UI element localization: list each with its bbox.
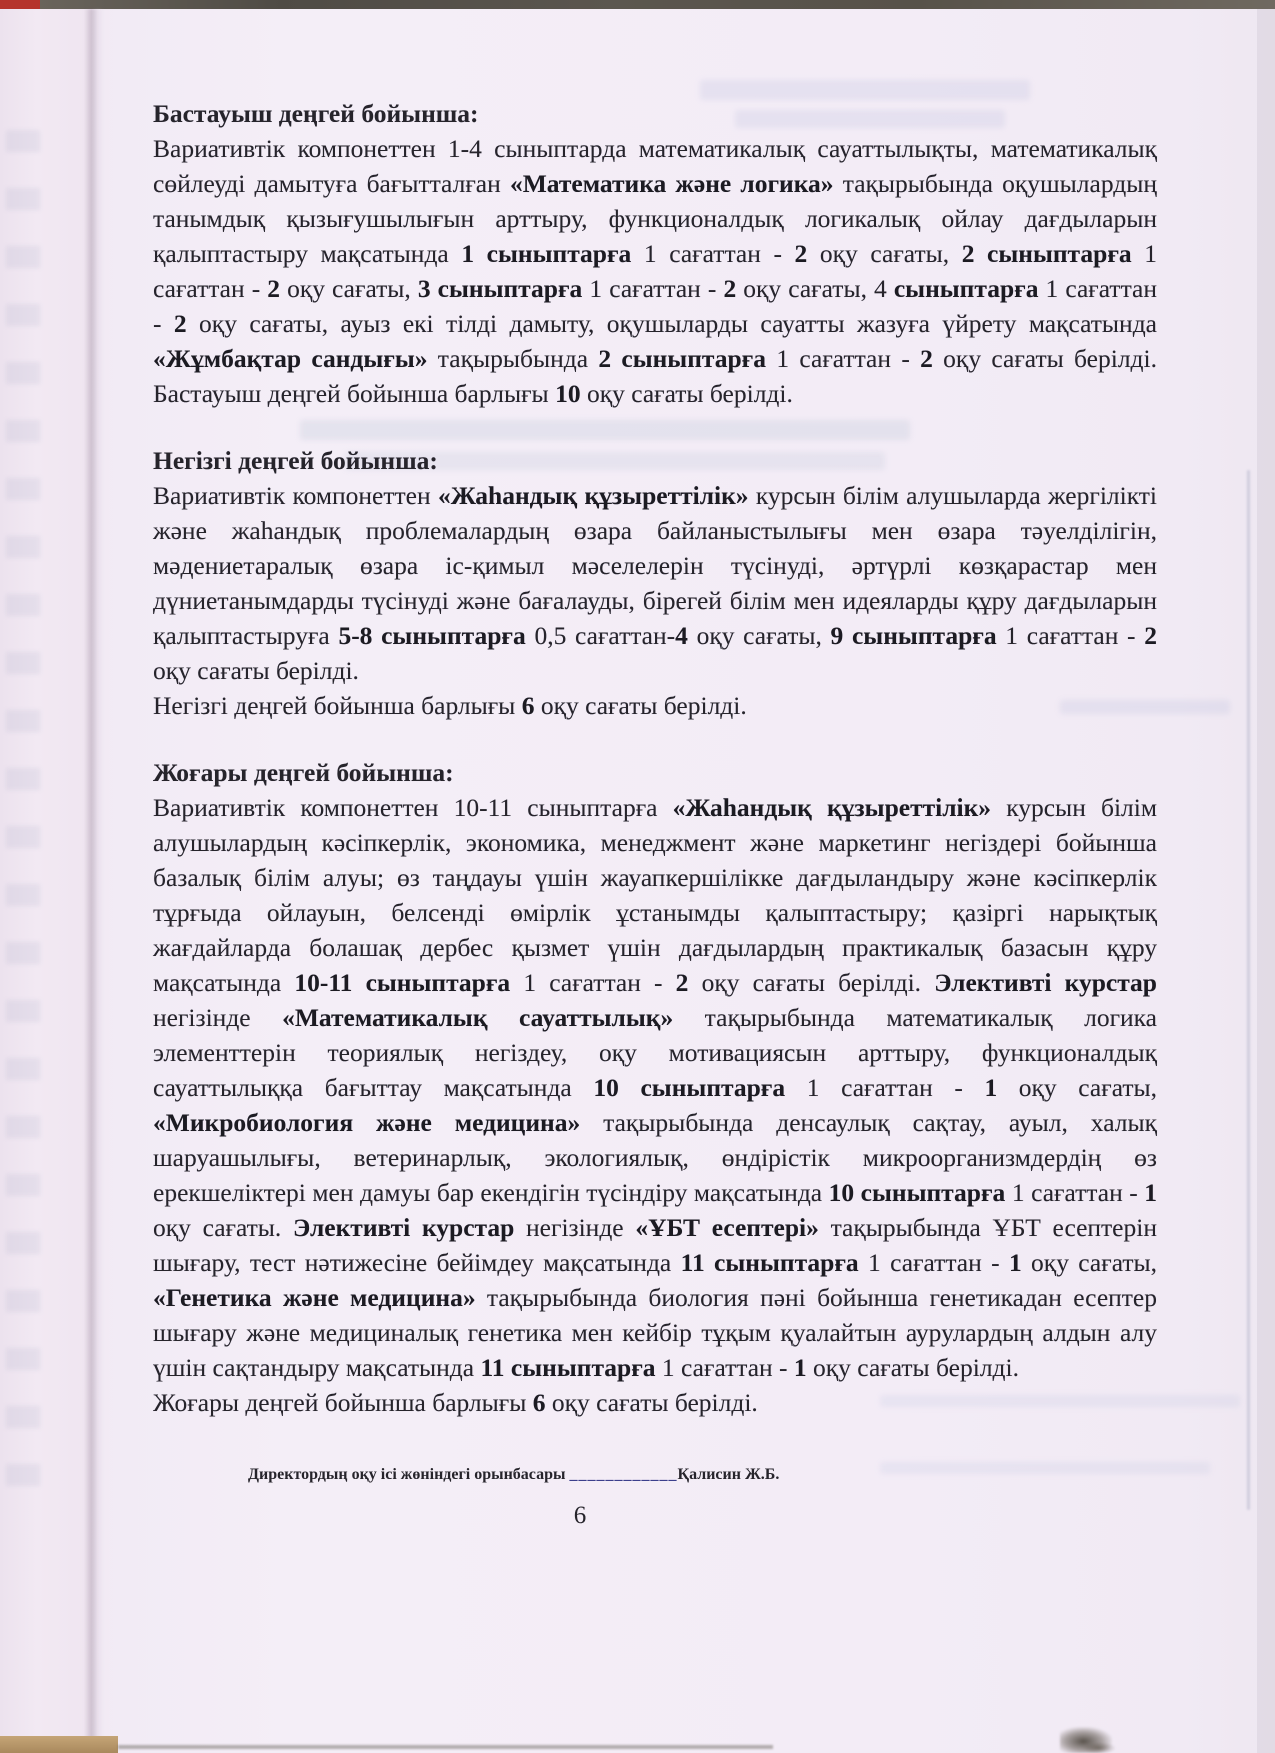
signature-row [153, 1466, 1157, 1484]
signature-line: ____________ [569, 1466, 678, 1483]
section-body-primary: Вариативтік компонеттен 1-4 сыныптарда математикалық сауаттылықты, математикалық сөйлеуді дамытуға бағытталған «Математика және логика» тақырыбында оқушылардың танымдық қызығушылығын арттыру, функционалдық логикалық ойлау дағдыларын қалыптастыру мақсатында 1 сыныптарға 1 сағаттан - 2 оқу сағаты, 2 сыныптарға 1 сағаттан - 2 оқу сағаты, 3 сыныптарға 1 сағаттан - 2 оқу сағаты, 4 сыныптарға 1 сағаттан - 2 оқу сағаты, ауыз екі тілді дамыту, оқушыларды сауатты жазуға үйрету мақсатында «Жұмбақтар сандығы» тақырыбында 2 сыныптарға 1 сағаттан - 2 оқу сағаты берілді. Бастауыш деңгей бойынша барлығы 10 оқу сағаты берілді. [153, 134, 1158, 408]
section-basic-level [153, 443, 1157, 723]
right-page-edge [1257, 9, 1275, 1753]
document-body [153, 96, 1157, 1530]
signature-name: Қалисин Ж.Б. [677, 1466, 780, 1483]
section-summary-higher: Жоғары деңгей бойынша барлығы 6 оқу сағаты берілді. [153, 1388, 758, 1417]
signature-label: Директордың оқу ісі жөніндегі орынбасары [248, 1466, 570, 1483]
section-heading-basic: Негізгі деңгей бойынша: [153, 446, 438, 475]
section-heading-primary: Бастауыш деңгей бойынша: [153, 99, 479, 128]
ink-smudge [1082, 1742, 1116, 1753]
bleed-through-margin-column [6, 130, 40, 1490]
section-primary-level [153, 96, 1157, 411]
bleed-through-table-line [1247, 470, 1250, 1510]
page-number: 6 [573, 1502, 587, 1529]
bottom-edge-line [118, 1745, 773, 1749]
scanner-top-edge [0, 0, 1275, 9]
bottom-left-tape [0, 1736, 118, 1753]
section-body-basic: Вариативтік компонеттен «Жаһандық құзыреттілік» курсын білім алушыларда жергілікті және жаһандық проблемалардың өзара байланыстылығы мен өзара тәуелділігін, мәдениетаралық өзара іс-қимыл мәселелерін түсінуді, әртүрлі көзқарастар мен дүниетанымдарды түсінуді және бағалауды, бірегей білім мен идеяларды құру дағдыларын қалыптастыруға 5-8 сыныптарға 0,5 сағаттан-4 оқу сағаты, 9 сыныптарға 1 сағаттан - 2 оқу сағаты берілді. [153, 481, 1157, 685]
page-fold-shadow [84, 9, 104, 1753]
section-heading-higher: Жоғары деңгей бойынша: [153, 758, 454, 787]
section-body-higher: Вариативтік компонеттен 10-11 сыныптарға «Жаһандық құзыреттілік» курсын білім алушылардың кәсіпкерлік, экономика, менеджмент және маркетинг негіздері бойынша базалық білім алуы; өз таңдауы үшін жауапкершілікке дағдыландыру және кәсіпкерлік тұрғыда ойлауын, белсенді өмірлік ұстанымды қалыптастыру; қазіргі нарықтық жағдайларда болашақ дербес қызмет үшін дағдылардың практикалық базасын құру мақсатында 10-11 сыныптарға 1 сағаттан - 2 оқу сағаты берілді. Элективті курстар негізінде «Математикалық сауаттылық» тақырыбында математикалық логика элементтерін теориялық негіздеу, оқу мотивациясын арттыру, функционалдық сауаттылыққа бағыттау мақсатында 10 сыныптарға 1 сағаттан - 1 оқу сағаты, «Микробиология және медицина» тақырыбында денсаулық сақтау, ауыл, халық шаруашылығы, ветеринарлық, экологиялық, өндірістік микроорганизмдердің өз ерекшеліктері мен дамуы бар екендігін түсіндіру мақсатында 10 сыныптарға 1 сағаттан - 1 оқу сағаты. Элективті курстар негізінде «ҰБТ есептері» тақырыбында ҰБТ есептерін шығару, тест нәтижесіне бейімдеу мақсатында 11 сыныптарға 1 сағаттан - 1 оқу сағаты, «Генетика және медицина» тақырыбында биология пәні бойынша генетикадан есептер шығару және медициналық генетика мен кейбір тұқым қуалайтын аурулардың алдын алу үшін сақтандыру мақсатында 11 сыныптарға 1 сағаттан - 1 оқу сағаты берілді. [153, 793, 1158, 1382]
section-higher-level [153, 755, 1157, 1420]
section-summary-basic: Негізгі деңгей бойынша барлығы 6 оқу сағаты берілді. [153, 691, 747, 720]
